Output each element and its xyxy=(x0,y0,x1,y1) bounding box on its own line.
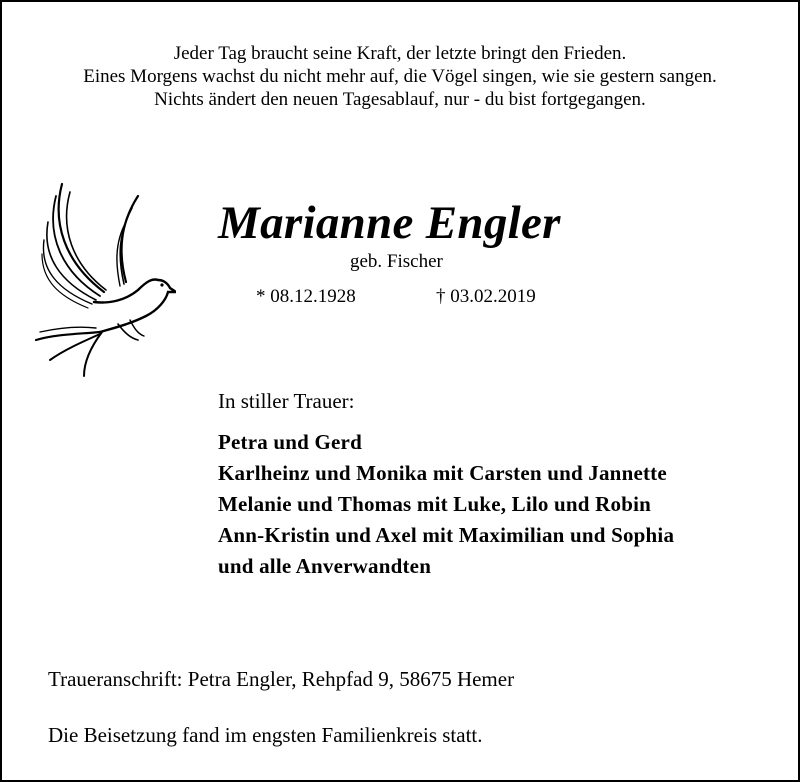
deceased-name: Marianne Engler xyxy=(218,197,561,249)
dove-icon xyxy=(34,182,176,378)
poem-line: Eines Morgens wachst du nicht mehr auf, die Vögel singen, wie sie gestern sangen. xyxy=(83,66,717,87)
life-dates xyxy=(256,286,536,308)
death-date: † 03.02.2019 xyxy=(436,286,536,307)
list-item: Ann-Kristin und Axel mit Maximilian und Sophia xyxy=(218,523,675,547)
mourning-intro: In stiller Trauer: xyxy=(218,389,355,413)
burial-note: Die Beisetzung fand im engsten Familienkreis statt. xyxy=(48,723,483,747)
list-item: und alle Anverwandten xyxy=(218,554,432,578)
maiden-name: geb. Fischer xyxy=(350,251,443,272)
list-item: Petra und Gerd xyxy=(218,430,362,454)
poem-line: Nichts ändert den neuen Tagesablauf, nur - du bist fortgegangen. xyxy=(154,89,646,110)
poem xyxy=(2,42,798,111)
birth-date: * 08.12.1928 xyxy=(256,286,356,307)
list-item: Melanie und Thomas mit Luke, Lilo und Robin xyxy=(218,492,651,516)
list-item: Karlheinz und Monika mit Carsten und Jannette xyxy=(218,461,667,485)
poem-line: Jeder Tag braucht seine Kraft, der letzte bringt den Frieden. xyxy=(173,43,627,64)
mourning-address: Traueranschrift: Petra Engler, Rehpfad 9, 58675 Hemer xyxy=(48,667,515,691)
mourners-list xyxy=(218,427,674,582)
